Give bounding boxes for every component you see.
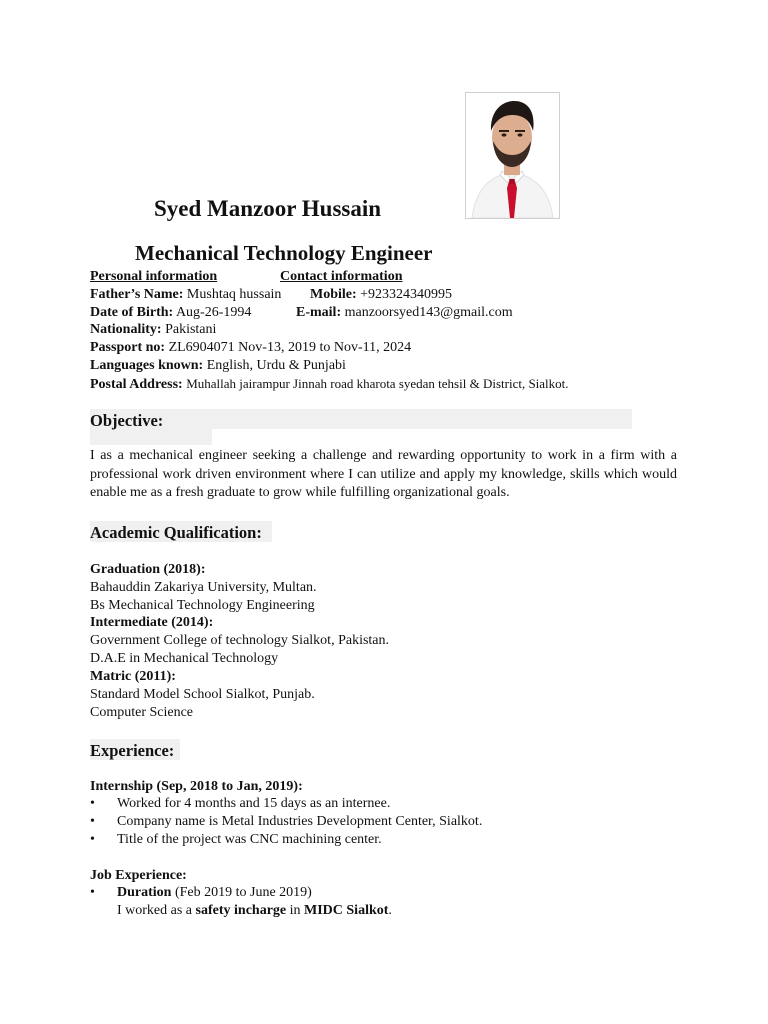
duration-value: (Feb 2019 to June 2019) bbox=[174, 885, 312, 900]
dob-value: Aug-26-1994 bbox=[175, 305, 252, 320]
job-role: safety incharge bbox=[195, 903, 287, 918]
bullet-icon: • bbox=[90, 814, 95, 829]
father-value: Mushtaq hussain bbox=[186, 287, 282, 302]
address-row bbox=[90, 375, 569, 393]
graduation-degree: Bs Mechanical Technology Engineering bbox=[90, 598, 315, 613]
dob-label: Date of Birth: bbox=[90, 305, 174, 320]
job-description bbox=[117, 903, 392, 919]
job-pre-text: I worked as a bbox=[117, 903, 193, 918]
passport-value: ZL6904071 Nov-13, 2019 to Nov-11, 2024 bbox=[168, 340, 412, 355]
duration-label: Duration bbox=[117, 885, 172, 900]
languages-row bbox=[90, 357, 346, 374]
nationality-row bbox=[90, 321, 216, 338]
info-headings-row bbox=[90, 268, 217, 285]
intermediate-degree: D.A.E in Mechanical Technology bbox=[90, 651, 279, 666]
bullet-icon: • bbox=[90, 832, 95, 847]
father-label: Father’s Name: bbox=[90, 287, 184, 302]
email-row bbox=[296, 304, 513, 321]
matric-institute: Standard Model School Sialkot, Punjab. bbox=[90, 687, 315, 702]
email-label: E-mail: bbox=[296, 305, 342, 320]
list-item bbox=[90, 796, 390, 812]
father-name-row bbox=[90, 286, 281, 303]
objective-highlight bbox=[90, 409, 632, 429]
email-value[interactable]: manzoorsyed143@gmail.com bbox=[344, 305, 513, 320]
dob-row bbox=[90, 304, 251, 321]
job-place: MIDC Sialkot bbox=[304, 903, 389, 918]
address-label: Postal Address: bbox=[90, 377, 183, 392]
matric-subject: Computer Science bbox=[90, 705, 194, 720]
mobile-label: Mobile: bbox=[310, 287, 357, 302]
mobile-row bbox=[310, 286, 452, 303]
internship-bullet-text: Worked for 4 months and 15 days as an internee. bbox=[117, 796, 391, 811]
job-mid-text: in bbox=[289, 903, 301, 918]
experience-heading: Experience: bbox=[90, 741, 175, 760]
personal-info-heading: Personal information bbox=[90, 269, 218, 284]
job-end-text: . bbox=[388, 903, 392, 918]
person-portrait-icon bbox=[466, 93, 559, 218]
address-value: Muhallah jairampur Jinnah road kharota syedan tehsil & District, Sialkot. bbox=[186, 376, 569, 391]
internship-title: Internship (Sep, 2018 to Jan, 2019): bbox=[90, 779, 303, 794]
languages-label: Languages known: bbox=[90, 358, 204, 373]
job-title: Mechanical Technology Engineer bbox=[135, 241, 433, 265]
mobile-value: +923324340995 bbox=[360, 287, 453, 302]
internship-bullet-text: Title of the project was CNC machining center. bbox=[117, 832, 382, 847]
academic-heading: Academic Qualification: bbox=[90, 523, 262, 542]
list-item bbox=[90, 885, 312, 901]
nationality-value: Pakistani bbox=[165, 322, 217, 337]
objective-heading: Objective: bbox=[90, 411, 164, 430]
internship-bullet-text: Company name is Metal Industries Development Center, Sialkot. bbox=[117, 814, 483, 829]
intermediate-institute: Government College of technology Sialkot, Pakistan. bbox=[90, 633, 390, 648]
languages-value: English, Urdu & Punjabi bbox=[206, 358, 346, 373]
passport-row bbox=[90, 339, 411, 356]
matric-title: Matric (2011): bbox=[90, 669, 176, 684]
passport-label: Passport no: bbox=[90, 340, 166, 355]
objective-highlight-lower bbox=[90, 429, 212, 445]
nationality-label: Nationality: bbox=[90, 322, 162, 337]
objective-text: I as a mechanical engineer seeking a challenge and rewarding opportunity to work in a firm with a professional work driven environment where I can utilize and apply my knowledge, skills which would enable me as a fresh graduate to grow while fulfilling organizational goals. bbox=[90, 448, 677, 500]
contact-info-heading: Contact information bbox=[280, 269, 403, 284]
bullet-icon: • bbox=[90, 885, 95, 900]
candidate-name: Syed Manzoor Hussain bbox=[154, 196, 382, 221]
graduation-institute: Bahauddin Zakariya University, Multan. bbox=[90, 580, 317, 595]
contact-info-heading-row bbox=[280, 268, 403, 285]
list-item bbox=[90, 814, 482, 830]
bullet-icon: • bbox=[90, 796, 95, 811]
list-item bbox=[90, 832, 382, 848]
profile-photo bbox=[465, 92, 560, 219]
graduation-title: Graduation (2018): bbox=[90, 562, 206, 577]
job-experience-title: Job Experience: bbox=[90, 868, 187, 883]
intermediate-title: Intermediate (2014): bbox=[90, 615, 214, 630]
